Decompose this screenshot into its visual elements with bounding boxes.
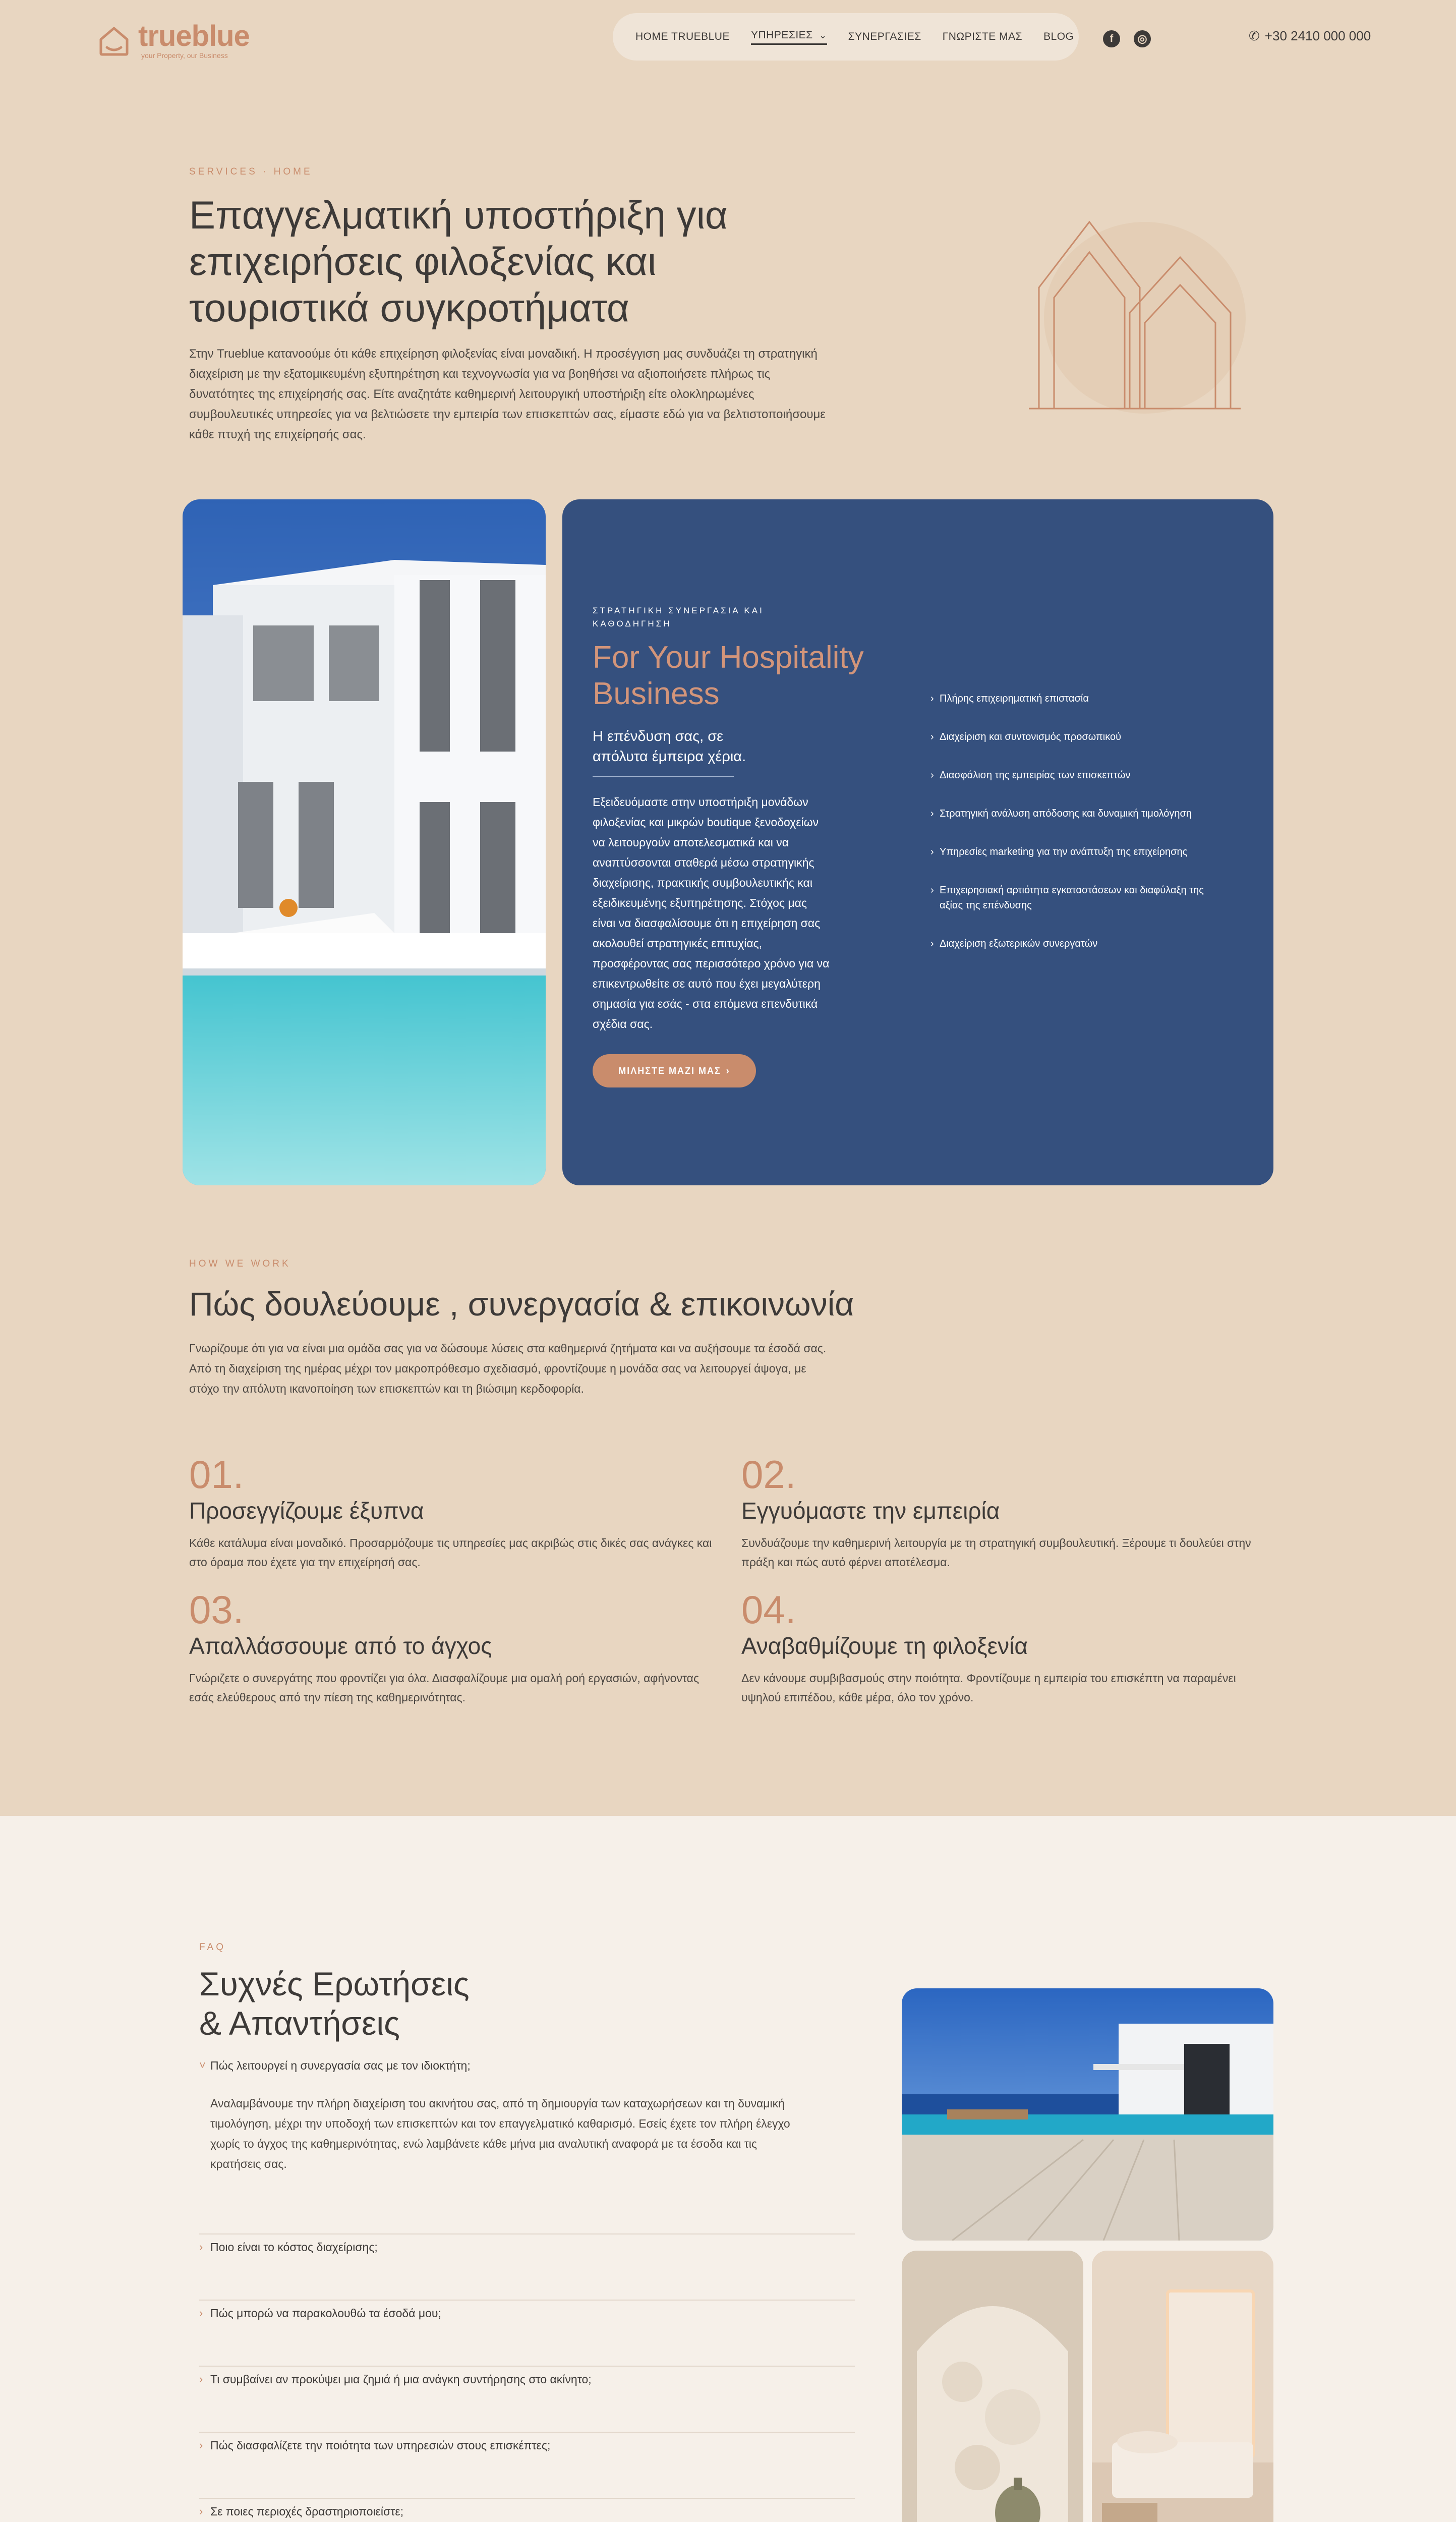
faq-question: Σε ποιες περιοχές δραστηριοποιείστε;: [210, 2505, 403, 2518]
nav-services-label: ΥΠΗΡΕΣΙΕΣ: [750, 29, 813, 41]
faq-item[interactable]: [199, 2499, 855, 2522]
bedroom-illustration: [1092, 2251, 1273, 2522]
chevron-right-icon: ›: [199, 2241, 203, 2253]
faq-item[interactable]: [199, 2234, 855, 2301]
instagram-icon[interactable]: ◎: [1134, 30, 1151, 47]
facebook-icon[interactable]: f: [1103, 30, 1120, 47]
faq-question: Τι συμβαίνει αν προκύψει μια ζημιά ή μια ανάγκη συντήρησης στο ακίνητο;: [210, 2373, 592, 2386]
step-text: Συνδυάζουμε την καθημερινή λειτουργία με τη στρατηγική συμβουλευτική. Ξέρουμε τι δουλεύει στην πράξη και πώς αυτό φέρνει αποτέλεσμα.: [741, 1536, 1251, 1569]
villa-pool-photo: [183, 499, 546, 1185]
chevron-right-icon: ›: [199, 2307, 203, 2319]
brand-wordmark: trueblue: [138, 20, 250, 52]
cave-interior-illustration: [902, 2251, 1083, 2522]
intro-text: Στην Trueblue κατανοούμε ότι κάθε επιχείρηση φιλοξενίας είναι μοναδική. Η προσέγγιση μας συνδυάζει τη στρατηγική διαχείριση με την εξατομικευμένη εξυπηρέτηση και τεχνογνωσία για να βοηθήσει να αξιοποιήσετε πλήρως τις δυνατότητες της επιχείρησής σας. Είτε αναζητάτε καθημερινή λειτουργική υποστήριξη είτε ολοκληρωμένες συμβουλευτικές υπηρεσίες για να βελτιώσετε την εμπειρία των επισκεπτών σας, είμαστε εδώ για να βελτιστοποιήσουμε κάθε πτυχή της επιχείρησής σας.: [189, 347, 826, 441]
contact-us-button-label: ΜΙΛΗΣΤΕ ΜΑΖΙ ΜΑΣ: [618, 1065, 721, 1076]
contact-us-button[interactable]: [593, 1054, 756, 1087]
villa-pool-illustration: [183, 499, 546, 1185]
nav-home[interactable]: HOME TRUEBLUE: [635, 31, 730, 42]
breadcrumb: SERVICES · HOME: [189, 166, 313, 177]
faq-title: [199, 1964, 855, 2043]
faq-question: Πώς μπορώ να παρακολουθώ τα έσοδά μου;: [210, 2307, 441, 2320]
list-item: › Επιχειρησιακή αρτιότητα εγκαταστάσεων και διαφύλαξη της αξίας της επένδυσης: [930, 883, 1213, 913]
nav-blog[interactable]: BLOG: [1043, 31, 1074, 42]
faq-heading: [199, 1942, 855, 2043]
seaside-villa-photo: [902, 1988, 1273, 2241]
services-list: [930, 691, 1213, 975]
houses-outline-illustration: [1019, 202, 1251, 424]
list-item: › Πλήρης επιχειρηματική επιστασία: [930, 691, 1213, 706]
faq-answer: Αναλαμβάνουμε την πλήρη διαχείριση του ακινήτου σας, από τη δημιουργία των καταχωρήσεων και τη δυναμική τιμολόγηση, μέχρι την υποδοχή των επισκεπτών και τον επαγγελματικό καθαρισμό. Εσείς έχετε τον πλήρη έλεγχο χωρίς το άγχος της καθημερινότητας, ενώ λαμβάνετε κάθε μήνα μια αναλυτική αναφορά με τα έσοδα και τις κρατήσεις σας.: [210, 2097, 790, 2170]
how-title: Πώς δουλεύουμε , συνεργασία & επικοινωνία: [189, 1285, 854, 1323]
list-item: › Στρατηγική ανάλυση απόδοσης και δυναμική τιμολόγηση: [930, 806, 1213, 821]
hospitality-card: [562, 499, 1273, 1185]
chevron-down-icon: ⌄: [819, 30, 827, 40]
faq-question: Πώς λειτουργεί η συνεργασία σας με τον ιδιοκτήτη;: [210, 2059, 471, 2072]
list-item: › Υπηρεσίες marketing για την ανάπτυξη της επιχείρησης: [930, 844, 1213, 859]
intro-section: [189, 166, 845, 445]
hospitality-title: For Your Hospitality Business: [593, 640, 864, 711]
chevron-right-icon: ›: [726, 1065, 730, 1076]
phone-icon: ✆: [1249, 28, 1260, 43]
faq-question: Πώς διασφαλίζετε την ποιότητα των υπηρεσιών στους επισκέπτες;: [210, 2439, 551, 2452]
list-item: › Διαχείριση και συντονισμός προσωπικού: [930, 729, 1213, 744]
step-text: Γνώριζετε ο συνεργάτης που φροντίζει για όλα. Διασφαλίζουμε μια ομαλή ροή εργασιών, αφήνοντας εσάς ελεύθερους από την πίεση της καθημερινότητας.: [189, 1672, 700, 1704]
step-text: Κάθε κατάλυμα είναι μοναδικό. Προσαρμόζουμε τις υπηρεσίες μας ακριβώς στις δικές σας ανάγκες και στο όραμα που έχετε για την επιχείρησή σας.: [189, 1536, 712, 1569]
step-title: Προσεγγίζουμε έξυπνα: [189, 1498, 424, 1524]
step-card: [189, 1588, 744, 1707]
header-phone-number: +30 2410 000 000: [1264, 28, 1371, 43]
nav-partnerships[interactable]: ΣΥΝΕΡΓΑΣΙΕΣ: [848, 31, 921, 42]
list-item: › Διασφάλιση της εμπειρίας των επισκεπτών: [930, 768, 1213, 783]
faq-item[interactable]: [199, 2053, 855, 2234]
faq-section: [0, 1816, 1456, 2522]
how-eyebrow: HOW WE WORK: [189, 1258, 291, 1269]
cave-interior-photo: [902, 2251, 1083, 2522]
faq-item[interactable]: [199, 2367, 855, 2433]
chevron-right-icon: ›: [199, 2505, 203, 2517]
step-card: [741, 1588, 1296, 1707]
how-we-work-section: [189, 1258, 1273, 1399]
seaside-villa-illustration: [902, 1988, 1273, 2241]
step-text: Δεν κάνουμε συμβιβασμούς στην ποιότητα. Φροντίζουμε η εμπειρία του επισκέπτη να παραμένει υψηλού επιπέδου, κάθε μέρα, όλο τον χρόνο.: [741, 1672, 1236, 1704]
step-number: 03.: [189, 1587, 244, 1632]
house-logo-icon: [96, 22, 132, 59]
brand-logo-text: [138, 21, 250, 60]
chevron-right-icon: ›: [199, 2439, 203, 2451]
faq-item[interactable]: [199, 2301, 855, 2367]
list-item: › Διαχείριση εξωτερικών συνεργατών: [930, 936, 1213, 951]
faq-eyebrow: FAQ: [199, 1942, 226, 1953]
step-card: [741, 1453, 1296, 1572]
header-phone-link[interactable]: [1249, 28, 1371, 44]
faq-question: Ποιο είναι το κόστος διαχείρισης;: [210, 2241, 378, 2254]
hospitality-eyebrow: ΣΤΡΑΤΗΓΙΚΗ ΣΥΝΕΡΓΑΣΙΑ ΚΑΙ ΚΑΘΟΔΗΓΗΣΗ: [593, 606, 764, 628]
how-text: Γνωρίζουμε ότι για να είναι μια ομάδα σας για να δώσουμε λύσεις στα καθημερινά ζητήματα και να αυξήσουμε τα έσοδά σας. Από τη διαχείριση της ημέρας μέχρι τον μακροπρόθεσμο σχεδιασμό, φροντίζουμε η μονάδα σας να λειτουργεί άψογα, με στόχο την απόλυτη ικανοποίηση των επισκεπτών και τη βιώσιμη κερδοφορία.: [189, 1342, 827, 1395]
main-nav: [613, 13, 1079, 61]
chevron-down-icon: ˅: [199, 2059, 206, 2072]
site-header: [0, 0, 1456, 76]
step-title: Αναβαθμίζουμε τη φιλοξενία: [741, 1633, 1028, 1659]
divider: [593, 776, 734, 777]
bedroom-photo: [1092, 2251, 1273, 2522]
brand-logo[interactable]: [96, 21, 250, 60]
step-number: 04.: [741, 1587, 796, 1632]
faq-title-line: Συχνές Ερωτήσεις: [199, 1965, 470, 2002]
hospitality-text: Εξειδευόμαστε στην υποστήριξη μονάδων φιλοξενίας και μικρών boutique ξενοδοχείων να λειτουργούν αποτελεσματικά και να αναπτύσσονται σταθερά μέσω στρατηγικής διαχείρισης, πρακτικής συμβουλευτικής και εξειδικευμένης εξυπηρέτησης. Στόχος μας είναι να διασφαλίσουμε ότι η επιχείρηση σας ακολουθεί στρατηγικές επιτυχίας, προσφέροντας σας περισσότερο χρόνο για να επικεντρωθείτε σε αυτό που έχει μεγαλύτερη σημασία για εσάς - στα επόμενα επενδυτικά σχέδια σας.: [593, 795, 830, 1030]
page-title: Επαγγελματική υποστήριξη για επιχειρήσεις φιλοξενίας και τουριστικά συγκροτήματα: [189, 193, 728, 330]
faq-title-line: & Απαντήσεις: [199, 2004, 400, 2042]
step-number: 01.: [189, 1452, 244, 1497]
step-card: [189, 1453, 744, 1572]
step-title: Εγγυόμαστε την εμπειρία: [741, 1498, 1000, 1524]
brand-tagline: your Property, our Business: [141, 51, 228, 60]
hospitality-lead: Η επένδυση σας, σε απόλυτα έμπειρα χέρια.: [593, 728, 746, 765]
nav-about[interactable]: ΓΝΩΡΙΣΤΕ ΜΑΣ: [942, 31, 1023, 42]
faq-accordion: [199, 2053, 855, 2522]
step-title: Απαλλάσσουμε από το άγχος: [189, 1633, 492, 1659]
step-number: 02.: [741, 1452, 796, 1497]
chevron-right-icon: ›: [199, 2373, 203, 2385]
faq-item[interactable]: [199, 2433, 855, 2499]
nav-services[interactable]: [751, 29, 827, 45]
